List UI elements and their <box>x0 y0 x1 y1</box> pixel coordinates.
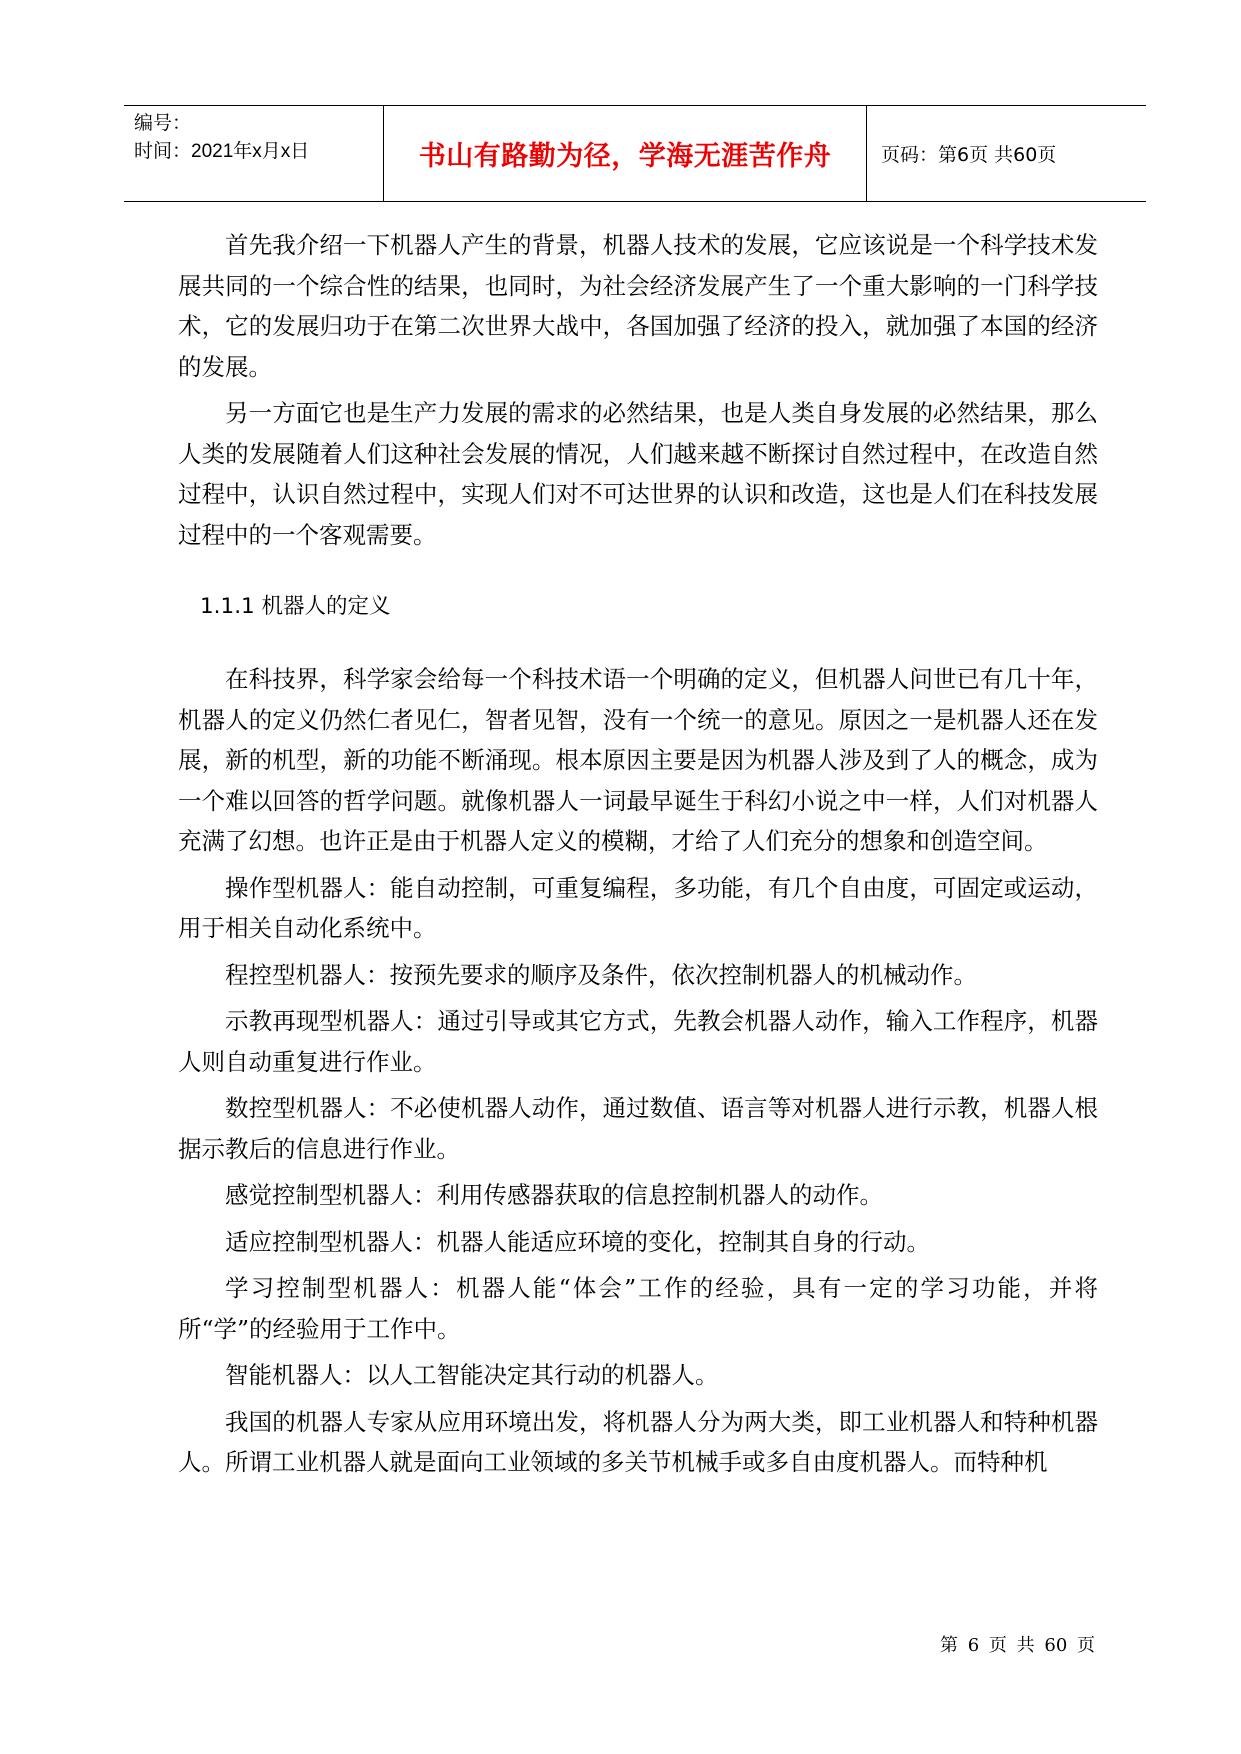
page-footer-number: 第 6 页 共 60 页 <box>940 1635 1095 1656</box>
paragraph: 另一方面它也是生产力发展的需求的必然结果，也是人类自身发展的必然结果，那么人类的发展随着人们这种社会发展的情况，人们越来越不断探讨自然过程中，在改造自然过程中，认识自然过程中，实现人们对不可达世界的认识和改造，这也是人们在科技发展过程中的一个客观需要。 <box>178 399 1098 549</box>
number-label: 编号： <box>134 113 192 134</box>
paragraph: 智能机器人：以人工智能决定其行动的机器人。 <box>225 1361 719 1389</box>
paragraph: 首先我介绍一下机器人产生的背景，机器人技术的发展，它应该说是一个科学技术发展共同的一个综合性的结果，也同时，为社会经济发展产生了一个重大影响的一门科学技术，它的发展归功于在第二次世界大战中，各国加强了经济的投入，就加强了本国的经济的发展。 <box>178 231 1098 381</box>
time-label: 时间：2021年x月x日 <box>134 141 310 162</box>
paragraph: 程控型机器人：按预先要求的顺序及条件，依次控制机器人的机械动作。 <box>225 960 977 989</box>
paragraph: 示教再现型机器人：通过引导或其它方式，先教会机器人动作，输入工作程序，机器人则自动重复进行作业。 <box>178 1007 1098 1076</box>
paragraph: 学习控制型机器人：机器人能“体会”工作的经验，具有一定的学习功能，并将所“学”的经验用于工作中。 <box>178 1274 1098 1343</box>
paragraph: 适应控制型机器人：机器人能适应环境的变化，控制其自身的行动。 <box>225 1227 930 1256</box>
paragraph: 我国的机器人专家从应用环境出发，将机器人分为两大类，即工业机器人和特种机器人。所谓工业机器人就是面向工业领域的多关节机械手或多自由度机器人。而特种机 <box>178 1407 1098 1476</box>
paragraph: 感觉控制型机器人：利用传感器获取的信息控制机器人的动作。 <box>225 1181 883 1209</box>
page-header <box>124 105 1146 202</box>
header-motto: 书山有路勤为径，学海无涯苦作舟 <box>384 106 867 201</box>
paragraph: 操作型机器人：能自动控制，可重复编程，多功能，有几个自由度，可固定或运动，用于相关自动化系统中。 <box>178 873 1098 942</box>
paragraph: 数控型机器人：不必使机器人动作，通过数值、语言等对机器人进行示教，机器人根据示教后的信息进行作业。 <box>178 1094 1098 1163</box>
header-meta <box>124 106 384 201</box>
header-page-code: 页码：第6页 共60页 <box>881 144 1057 166</box>
paragraph: 在科技界，科学家会给每一个科技术语一个明确的定义，但机器人问世已有几十年，机器人的定义仍然仁者见仁，智者见智，没有一个统一的意见。原因之一是机器人还在发展，新的机型，新的功能不断涌现。根本原因主要是因为机器人涉及到了人的概念，成为一个难以回答的哲学问题。就像机器人一词最早诞生于科幻小说之中一样，人们对机器人充满了幻想。也许正是由于机器人定义的模糊，才给了人们充分的想象和创造空间。 <box>178 665 1098 855</box>
document-body <box>178 225 1098 1483</box>
section-heading: 1.1.1 机器人的定义 <box>200 594 391 619</box>
